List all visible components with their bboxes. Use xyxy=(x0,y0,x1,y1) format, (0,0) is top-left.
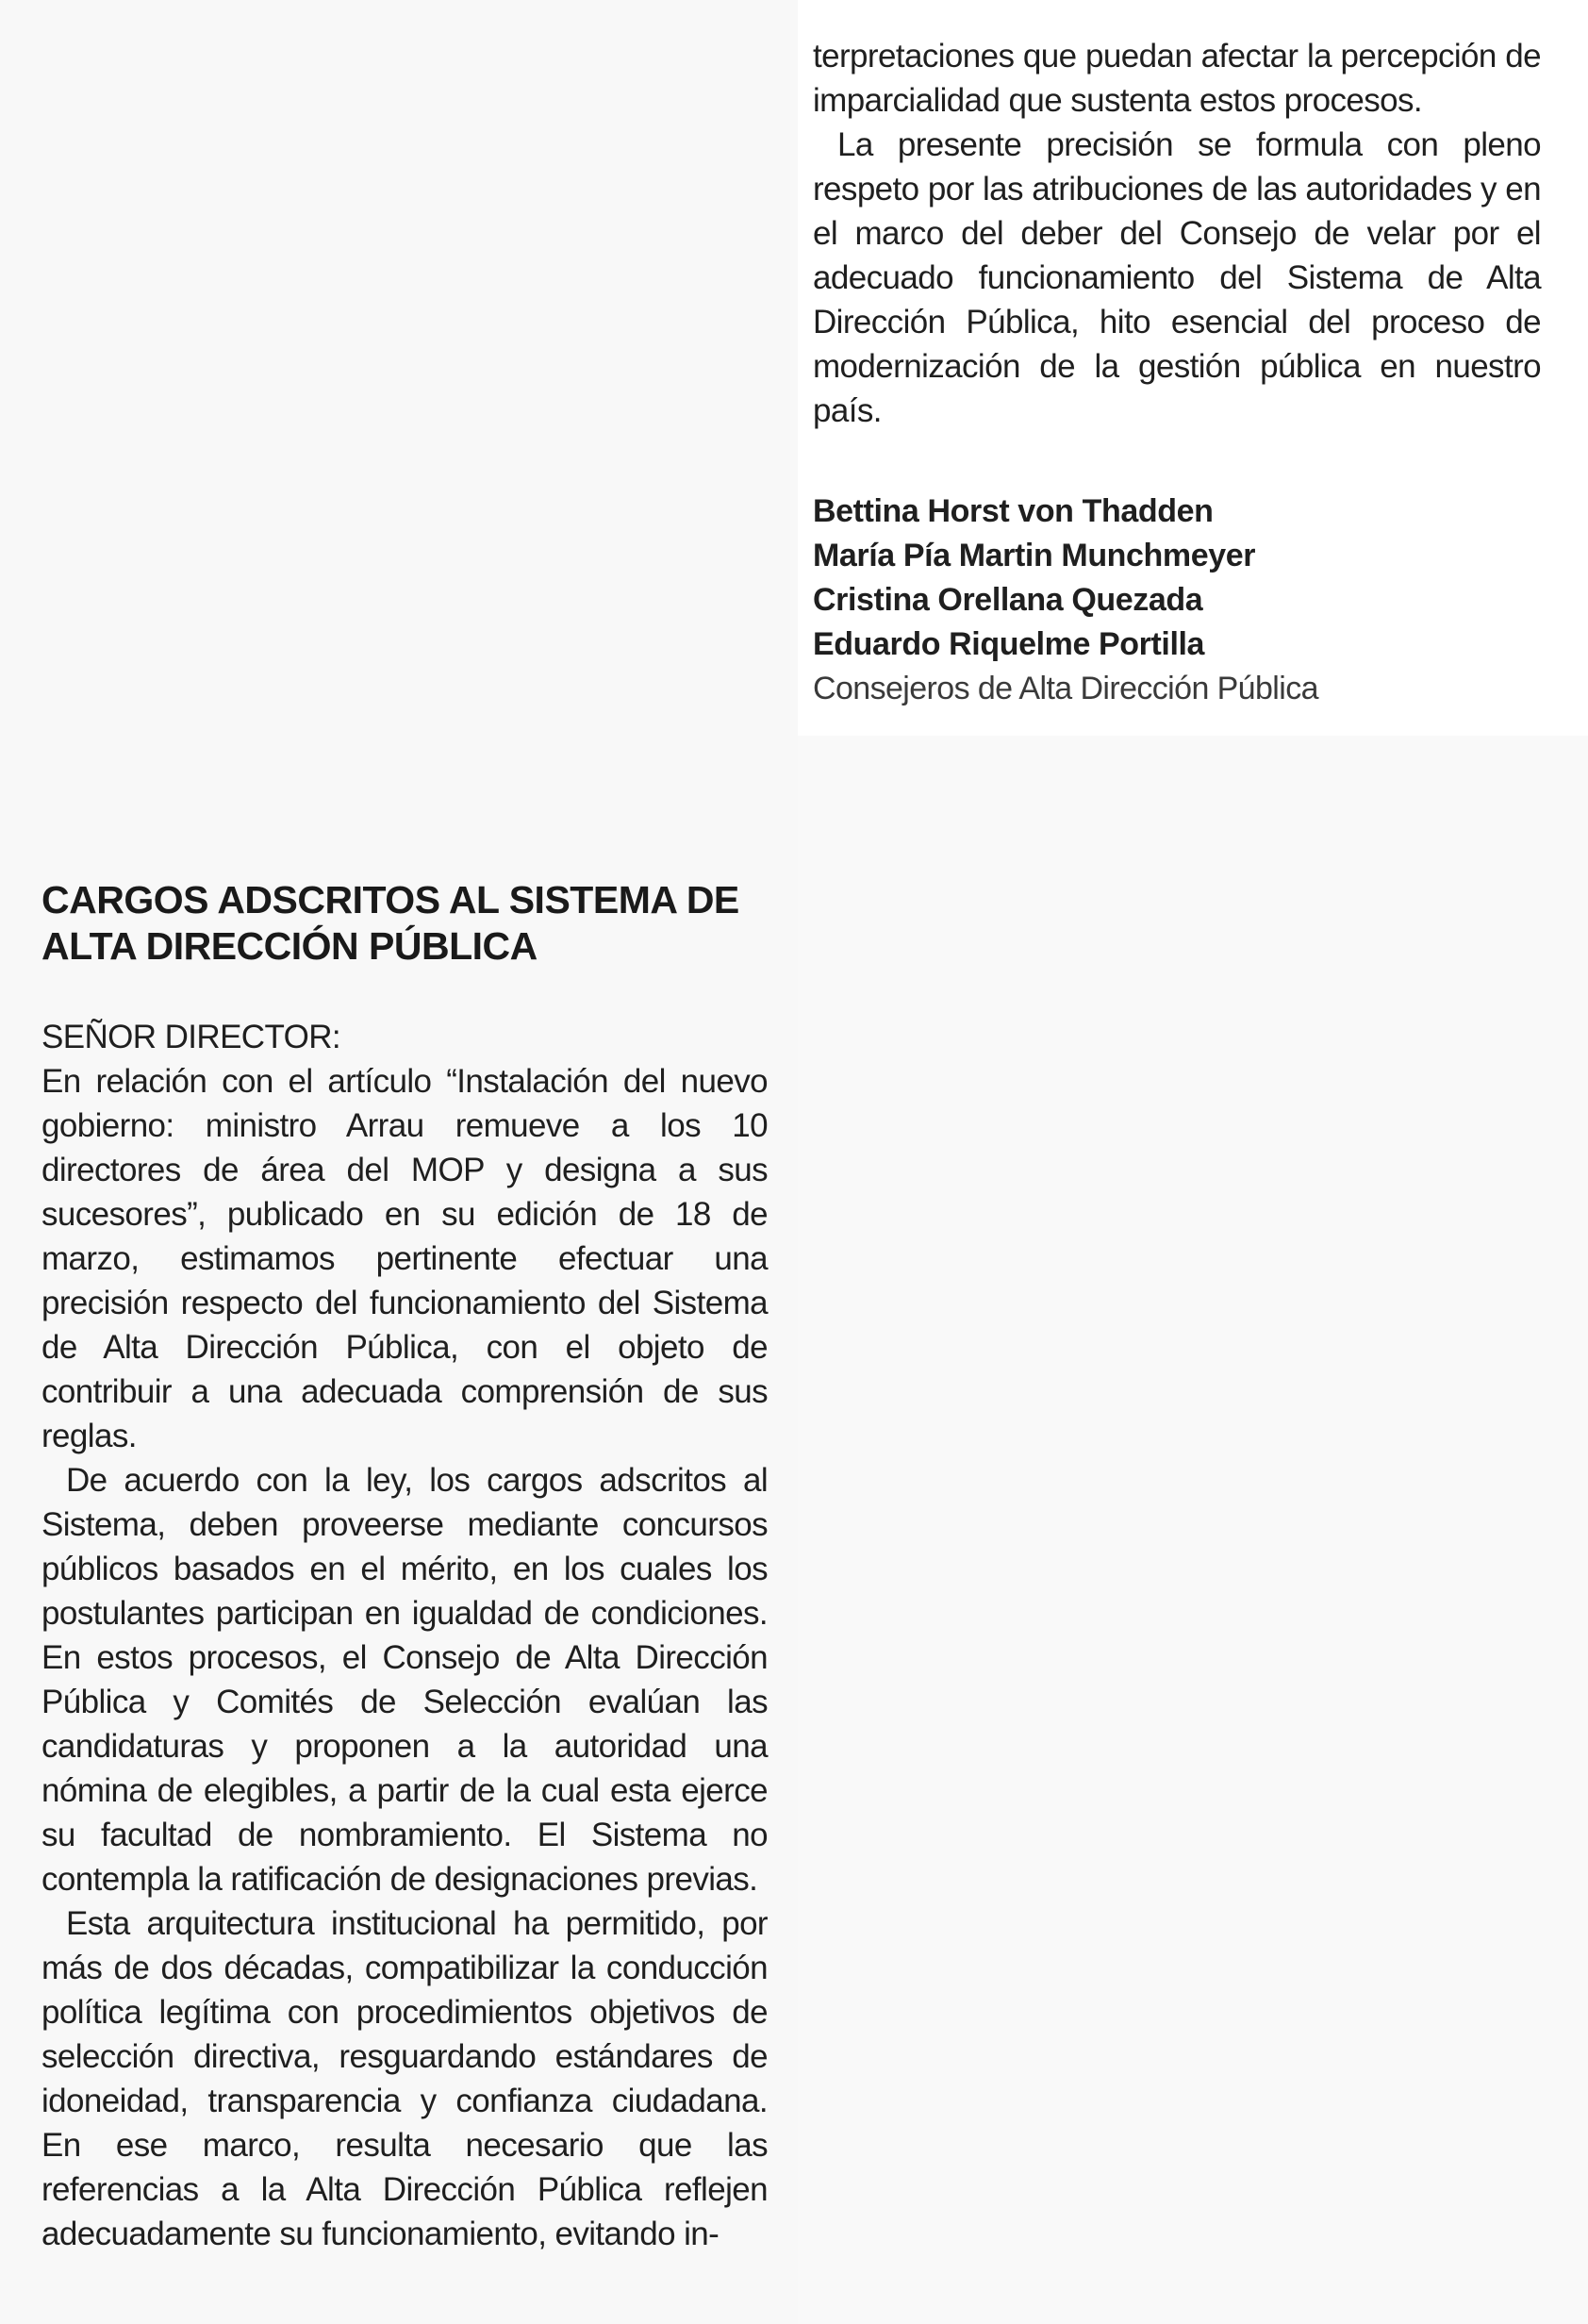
right-column xyxy=(813,34,1541,711)
signatory-name: Bettina Horst von Thadden xyxy=(813,493,1214,529)
salutation: SEÑOR DIRECTOR: xyxy=(41,1019,341,1055)
body-paragraph: En relación con el artículo “Instalación del nuevo gobierno: ministro Arrau remueve a los 10 directores de área del MOP y designa a sus sucesores”, publicado en su edición de 18 de marzo, estimamos pertinente efectuar una precisión respecto del funcionamiento del Sistema de Alta Dirección Pública, con el objeto de contribuir a una adecuada comprensión de sus reglas. xyxy=(41,1063,768,1454)
right-lower-background xyxy=(798,736,1588,2324)
signatory-name: Eduardo Riquelme Portilla xyxy=(813,626,1205,662)
signatory-role: Consejeros de Alta Dirección Pública xyxy=(813,671,1318,706)
signatory-name: Cristina Orellana Quezada xyxy=(813,582,1203,618)
left-column xyxy=(41,877,768,2256)
signature-block xyxy=(813,490,1541,711)
closing-paragraph: La presente precisión se formula con pleno respeto por las atribuciones de las autoridades y en el marco del deber del Consejo de velar por el adecuado funcionamiento del Sistema de Alta Dirección Pública, hito esencial del proceso de modernización de la gestión pública en nuestro país. xyxy=(813,126,1541,429)
letter-headline: CARGOS ADSCRITOS AL SISTEMA DE ALTA DIRECCIÓN PÚBLICA xyxy=(41,878,739,968)
signatory-name: María Pía Martin Munchmeyer xyxy=(813,538,1256,573)
body-paragraph: De acuerdo con la ley, los cargos adscritos al Sistema, deben proveerse mediante concursos públicos basados en el mérito, en los cuales los postulantes participan en igualdad de condiciones. En estos procesos, el Consejo de Alta Dirección Pública y Comités de Selección evalúan las candidaturas y proponen a la autoridad una nómina de elegibles, a partir de la cual esta ejerce su facultad de nombramiento. El Sistema no contempla la ratificación de designaciones previas. xyxy=(41,1462,768,1898)
continuation-paragraph: terpretaciones que puedan afectar la percepción de imparcialidad que sustenta estos procesos. xyxy=(813,38,1541,119)
body-paragraph: Esta arquitectura institucional ha permitido, por más de dos décadas, compatibilizar la conducción política legítima con procedimientos objetivos de selección directiva, resguardando estándares de idoneidad, transparencia y confianza ciudadana. En ese marco, resulta necesario que las referencias a la Alta Dirección Pública reflejen adecuadamente su funcionamiento, evitando in- xyxy=(41,1905,768,2252)
